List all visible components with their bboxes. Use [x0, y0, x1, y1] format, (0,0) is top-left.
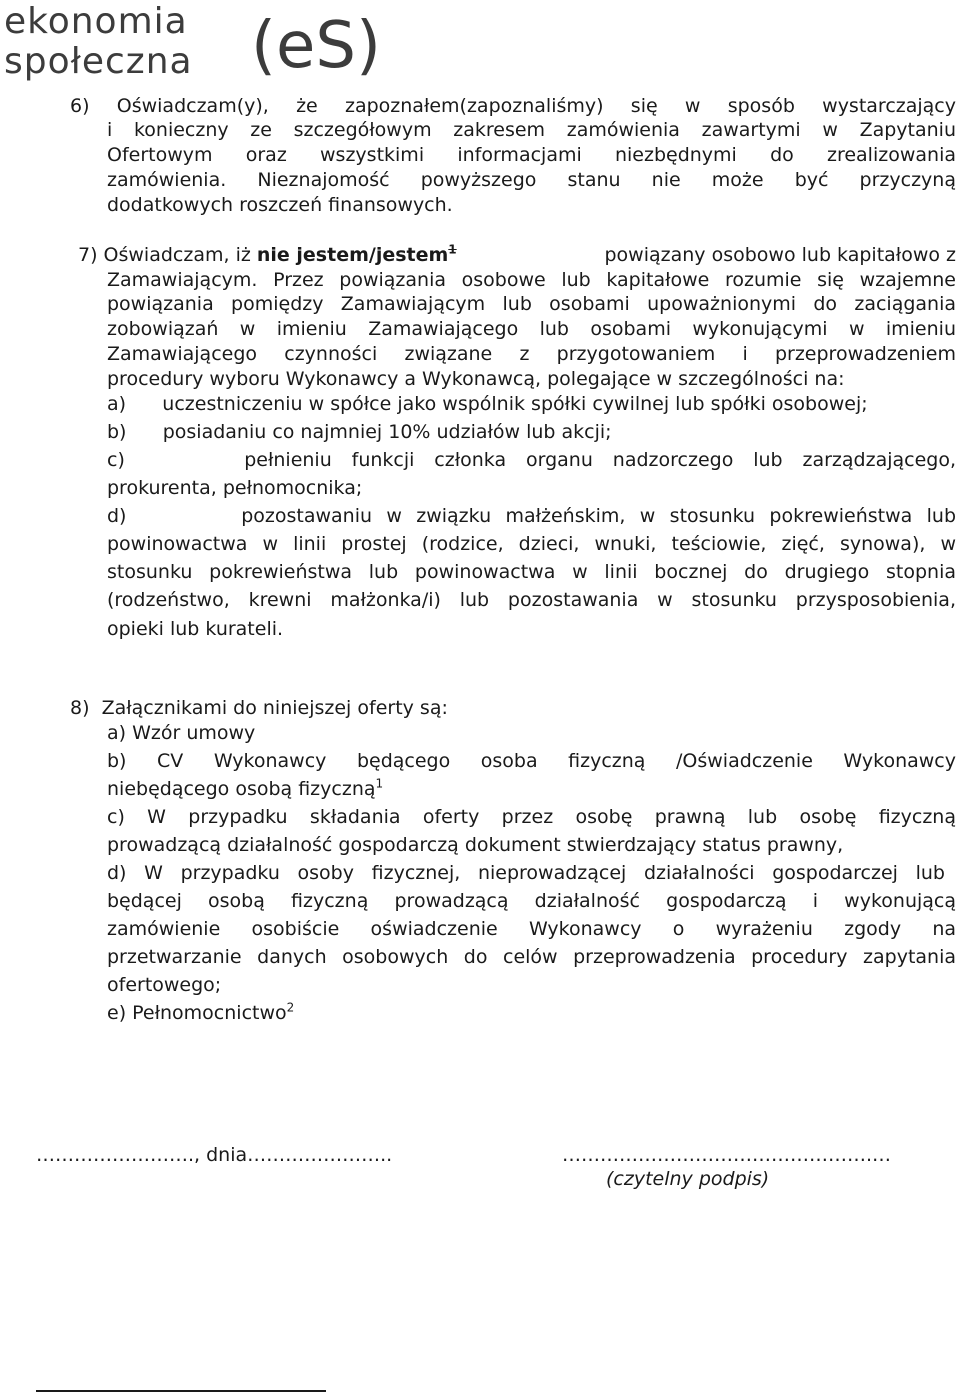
- s7-item-c-line-1: c) pełnieniu funkcji członka organu nadzorczego lub zarządzającego,: [107, 449, 956, 471]
- logo-mark: (eS): [251, 9, 381, 83]
- s8-item-d-line-1: d) W przypadku osoby fizycznej, nieprowadzącej działalności gospodarczej lub: [107, 862, 945, 884]
- s8-item-d-line-4: przetwarzanie danych osobowych do celów przeprowadzenia procedury zapytania: [107, 946, 956, 968]
- s8-item-e-text: e) Pełnomocnictwo: [107, 1002, 287, 1024]
- s8-item-d-line-5: ofertowego;: [107, 974, 222, 996]
- s8-item-c-line-1: c) W przypadku składania oferty przez osobę prawną lub osobę fizyczną: [107, 806, 956, 828]
- s7-line-4: zobowiązań w imieniu Zamawiającego lub osobami wykonującymi w imieniu: [107, 318, 956, 340]
- s8-title: 8) Załącznikami do niniejszej oferty są:: [70, 697, 448, 719]
- s8-footnote-ref-1: 1: [375, 776, 384, 791]
- s7-item-d-line-4: (rodzeństwo, krewni małżonka/i) lub pozostawania w stosunku przysposobienia,: [107, 589, 956, 611]
- date-line: ……………………., dnia…………………..: [36, 1144, 393, 1166]
- s6-line-3: Ofertowym oraz wszystkimi informacjami niezbędnymi do zrealizowania: [107, 144, 956, 166]
- s8-item-b-text: niebędącego osobą fizyczną: [107, 778, 376, 800]
- s7-line-3: powiązania pomiędzy Zamawiającym lub osobami upoważnionymi do zaciągania: [107, 293, 956, 315]
- s6-line-2: i konieczny ze szczegółowym zakresem zamówienia zawartymi w Zapytaniu: [107, 119, 956, 141]
- s7-intro: [78, 243, 457, 267]
- logo-text-line2: społeczna: [4, 41, 193, 82]
- s7-line-5: Zamawiającego czynności związane z przygotowaniem i przeprowadzeniem: [107, 343, 956, 365]
- s7-intro-text: 7) Oświadczam, iż: [78, 244, 257, 266]
- s6-line-1: 6) Oświadczam(y), że zapoznałem(zapoznaliśmy) się w sposób wystarczający: [70, 95, 956, 117]
- logo: [0, 0, 400, 92]
- s7-line-2: Zamawiającym. Przez powiązania osobowe lub kapitałowe rozumie się wzajemne: [107, 269, 956, 291]
- signature-line: ………………………………………….…: [562, 1144, 892, 1166]
- s7-item-d-line-5: opieki lub kurateli.: [107, 618, 284, 640]
- s8-item-d-line-3: zamówienie osobiście oświadczenie Wykonawcy o wyrażeniu zgody na: [107, 918, 956, 940]
- s8-footnote-ref-2: 2: [286, 1000, 295, 1015]
- s8-item-b-line-2: [107, 777, 383, 801]
- s7-line-6: procedury wyboru Wykonawcy a Wykonawcą, polegające w szczególności na:: [107, 368, 845, 390]
- logo-text-line1: ekonomia: [4, 1, 188, 42]
- s7-item-d-line-1: d) pozostawaniu w związku małżeńskim, w stosunku pokrewieństwa lub: [107, 505, 956, 527]
- s6-line-4: zamówienia. Nieznajomość powyższego stanu nie może być przyczyną: [107, 169, 956, 191]
- s7-item-b: b) posiadaniu co najmniej 10% udziałów lub akcji;: [107, 421, 612, 443]
- footnote-separator: [36, 1390, 326, 1392]
- s7-line-1: [78, 243, 956, 267]
- s8-item-e: [107, 1001, 294, 1025]
- s8-item-c-line-2: prowadzącą działalność gospodarczą dokument stwierdzający status prawny,: [107, 834, 844, 856]
- signature-label: (czytelny podpis): [606, 1168, 770, 1190]
- s6-line-5: dodatkowych roszczeń finansowych.: [107, 194, 453, 216]
- s8-item-a: a) Wzór umowy: [107, 722, 256, 744]
- s8-item-b-line-1: b) CV Wykonawcy będącego osoba fizyczną /Oświadczenie Wykonawcy: [107, 750, 956, 772]
- s7-item-a: a) uczestniczeniu w spółce jako wspólnik spółki cywilnej lub spółki osobowej;: [107, 393, 868, 415]
- s7-item-d-line-2: powinowactwa w linii prostej (rodzice, dzieci, wnuki, teściowie, zięć, synowa), w: [107, 533, 956, 555]
- s7-footnote-ref: 1: [448, 242, 457, 257]
- s7-item-c-line-2: prokurenta, pełnomocnika;: [107, 477, 363, 499]
- s7-intro-rest: powiązany osobowo lub kapitałowo z: [604, 244, 956, 266]
- s8-item-d-line-2: będącej osobą fizyczną prowadzącą działalność gospodarczą i wykonującą: [107, 890, 956, 912]
- s7-item-d-line-3: stosunku pokrewieństwa lub powinowactwa w linii bocznej do drugiego stopnia: [107, 561, 956, 583]
- s7-bold-choice: nie jestem/jestem: [256, 244, 449, 266]
